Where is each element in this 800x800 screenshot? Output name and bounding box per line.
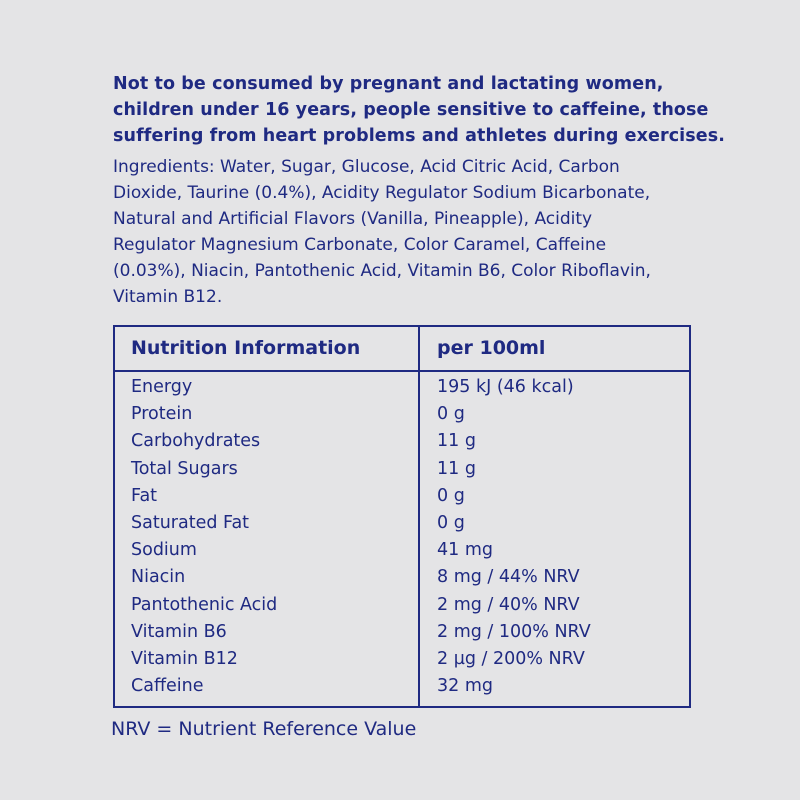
- nutrient-name: Niacin: [131, 567, 186, 588]
- nutrient-name: Energy: [131, 377, 193, 397]
- nutrient-value: 2 µg / 200% NRV: [437, 648, 585, 669]
- nutrient-name: Saturated Fat: [131, 512, 250, 533]
- nutrient-value: 0 g: [437, 404, 465, 425]
- nutrient-value: 11 g: [437, 431, 476, 452]
- warning-line: Not to be consumed by pregnant and lactating women,: [113, 74, 664, 94]
- nutrient-value: 2 mg / 100% NRV: [437, 621, 591, 642]
- nutrient-value: 11 g: [437, 458, 476, 479]
- header-divider: [115, 370, 689, 372]
- warning-line: children under 16 years, people sensitive to caffeine, those: [113, 100, 709, 120]
- nutrition-table: [113, 325, 691, 708]
- nutrient-value: 32 mg: [437, 676, 493, 697]
- nutrient-value: 0 g: [437, 485, 465, 506]
- ingredients-text: [113, 154, 713, 310]
- table-row: [115, 540, 689, 567]
- nutrient-name: Carbohydrates: [131, 431, 261, 452]
- table-row: [115, 486, 689, 513]
- table-row: [115, 431, 689, 458]
- nutrient-name: Total Sugars: [131, 458, 238, 479]
- nutrition-header-serving: per 100ml: [437, 337, 546, 359]
- nutrient-name: Caffeine: [131, 676, 204, 697]
- nutrient-name: Protein: [131, 404, 193, 425]
- nutrient-value: 2 mg / 40% NRV: [437, 594, 580, 615]
- table-row: [115, 459, 689, 486]
- nutrient-name: Vitamin B12: [131, 648, 238, 669]
- ingredients-line: (0.03%), Niacin, Pantothenic Acid, Vitamin B6, Color Riboflavin,: [113, 261, 651, 281]
- table-row: [115, 377, 689, 404]
- ingredients-line: Regulator Magnesium Carbonate, Color Caramel, Caffeine: [113, 235, 607, 255]
- ingredients-line: Dioxide, Taurine (0.4%), Acidity Regulator Sodium Bicarbonate,: [113, 183, 651, 203]
- table-row: [115, 622, 689, 649]
- table-row: [115, 676, 689, 703]
- nutrient-value: 195 kJ (46 kcal): [437, 377, 574, 397]
- nutrition-header-label: Nutrition Information: [131, 337, 361, 359]
- nutrition-rows: [115, 377, 689, 703]
- nutrient-name: Sodium: [131, 540, 197, 561]
- nutrient-value: 8 mg / 44% NRV: [437, 567, 580, 588]
- warning-line: suffering from heart problems and athletes during exercises.: [113, 126, 726, 146]
- nrv-footnote: NRV = Nutrient Reference Value: [111, 718, 417, 740]
- ingredients-line: Vitamin B12.: [113, 287, 223, 307]
- table-row: [115, 404, 689, 431]
- table-row: [115, 649, 689, 676]
- nutrient-name: Pantothenic Acid: [131, 594, 278, 615]
- nutrient-name: Fat: [131, 485, 158, 506]
- table-row: [115, 595, 689, 622]
- table-row: [115, 513, 689, 540]
- nutrient-name: Vitamin B6: [131, 621, 227, 642]
- warning-text: [113, 71, 726, 149]
- ingredients-line: Natural and Artificial Flavors (Vanilla, Pineapple), Acidity: [113, 209, 593, 229]
- table-row: [115, 567, 689, 594]
- nutrient-value: 41 mg: [437, 540, 493, 561]
- nutrient-value: 0 g: [437, 512, 465, 533]
- ingredients-line: Ingredients: Water, Sugar, Glucose, Acid Citric Acid, Carbon: [113, 157, 620, 177]
